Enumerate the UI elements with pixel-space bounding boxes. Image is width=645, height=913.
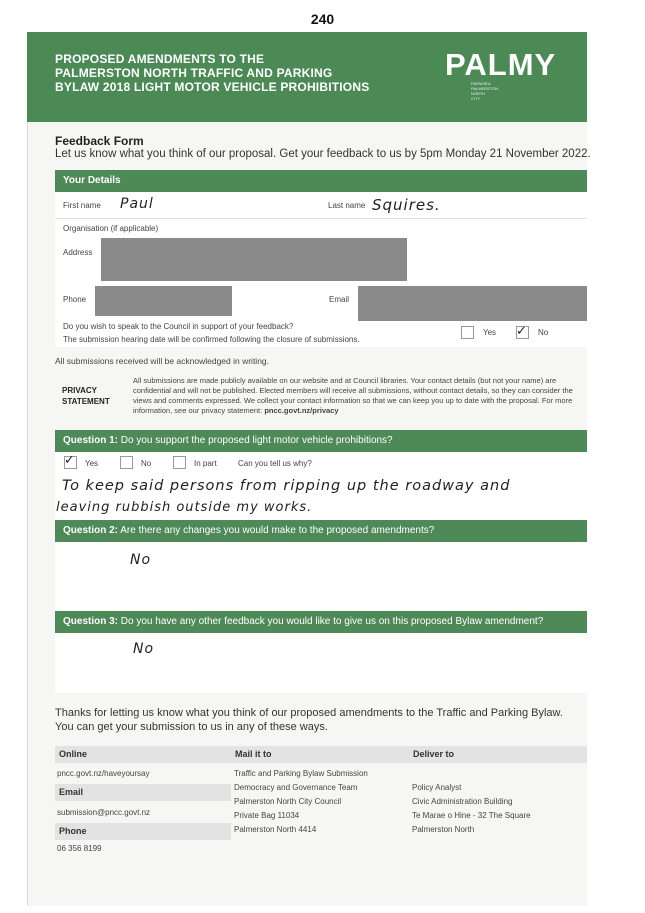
q1-in-part-checkbox[interactable] [173,456,186,469]
organisation-label: Organisation (if applicable) [63,224,159,233]
q1-no-checkbox[interactable] [120,456,133,469]
thanks-message: Thanks for letting us know what you think of our proposed amendments to the Traffic and Parking Bylaw. You can get your submission to us in any of these ways. [55,707,563,733]
last-name-label: Last name [328,201,366,210]
check-mark-icon: ✓ [64,452,75,467]
q2-answer[interactable]: No [130,552,152,568]
divider [55,218,587,219]
acknowledged-note: All submissions received will be acknowledged in writing. [55,356,270,366]
privacy-text: All submissions are made publicly available on our website and at Council libraries. Your contact details (but not your name) are confidential and will not be published. Elected members will receive all submissions, without contact details, so they can consider the views and comments expressed. We collect your contact information so that we can keep you up to date with the proposal. For more information, see our privacy statement: pncc.govt.nz/privacy [133,376,573,415]
email-header: Email [55,784,231,801]
online-header: Online [55,746,231,763]
contact-table [55,746,587,858]
email-link[interactable]: submission@pncc.govt.nz [57,808,151,817]
deliver-address: Policy Analyst Civic Administration Building Te Marae o Hine - 32 The Square Palmerston North [412,783,531,834]
phone-number: 06 356 8199 [57,844,102,853]
q1-answer-line-2[interactable]: leaving rubbish outside my works. [56,500,313,515]
q1-in-part-label: In part [194,459,217,468]
logo-wordmark: PALMY [445,47,557,82]
check-mark-icon: ✓ [516,323,527,338]
address-label: Address [63,248,93,257]
header-banner [27,32,587,122]
palmy-logo [445,49,575,109]
email-label: Email [329,295,350,304]
first-name-field[interactable]: Paul [120,196,154,212]
q1-no-label: No [141,459,152,468]
speak-yes-checkbox[interactable] [461,326,474,339]
form-heading: Feedback Form [55,134,144,148]
deliver-header: Deliver to [409,746,587,763]
page-number: 240 [310,11,335,27]
question-3-header: Question 3: Do you have any other feedback you would like to give us on this proposed Bylaw amendment? [55,611,587,633]
q1-why-label: Can you tell us why? [238,459,312,468]
speak-question: Do you wish to speak to the Council in support of your feedback? [63,322,294,331]
form-intro: Let us know what you think of our proposal. Get your feedback to us by 5pm Monday 21 November 2022. [55,148,591,160]
q3-answer[interactable]: No [133,641,155,657]
speak-yes-label: Yes [483,328,497,337]
phone-header: Phone [55,823,231,840]
q1-answer-line-1[interactable]: To keep said persons from ripping up the roadway and [62,478,511,494]
speak-no-label: No [538,328,549,337]
email-redaction [358,286,587,321]
question-2-header: Question 2: Are there any changes you would make to the proposed amendments? [55,520,587,542]
question-1-header: Question 1: Do you support the proposed light motor vehicle prohibitions? [55,430,587,452]
privacy-link[interactable]: pncc.govt.nz/privacy [264,406,339,415]
phone-redaction [95,286,232,316]
your-details-header: Your Details [55,170,587,192]
last-name-field[interactable]: Squires. [372,196,441,214]
first-name-label: First name [63,201,101,210]
phone-label: Phone [63,295,87,304]
address-redaction [101,238,407,281]
logo-subtext: PAPAIOEA PALMERSTON NORTH CITY [471,81,499,101]
privacy-heading: PRIVACY STATEMENT [62,386,110,406]
banner-title: PROPOSED AMENDMENTS TO THE PALMERSTON NORTH TRAFFIC AND PARKING BYLAW 2018 LIGHT MOTOR VEHICLE PROHIBITIONS [55,52,370,94]
mail-address: Traffic and Parking Bylaw Submission Democracy and Governance Team Palmerston North City Council Private Bag 11034 Palmerston North 4414 [234,769,368,834]
mail-header: Mail it to [231,746,409,763]
online-link[interactable]: pncc.govt.nz/haveyoursay [57,769,150,778]
speak-note: The submission hearing date will be confirmed following the closure of submissions. [63,335,360,344]
q1-yes-label: Yes [85,459,99,468]
